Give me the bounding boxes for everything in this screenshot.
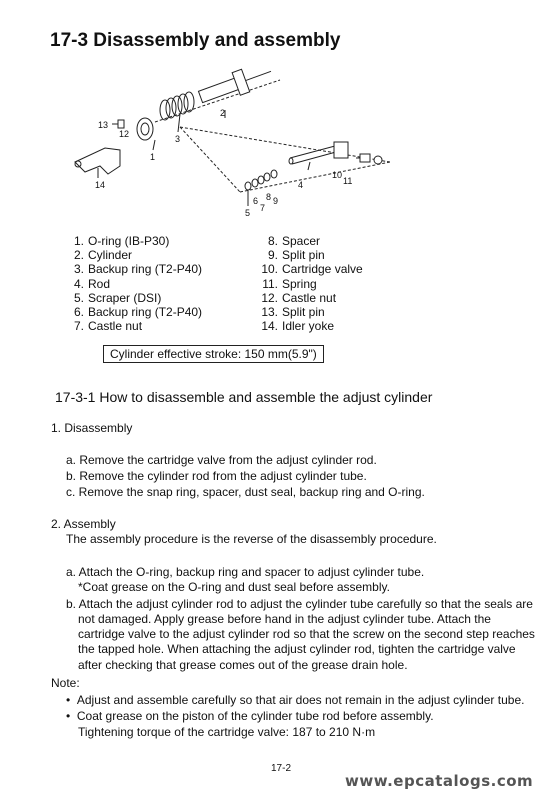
callout-5: 5 [245,208,251,218]
note-bullet-2: • Coat grease on the piston of the cylinder tube rod before assembly. [66,709,434,723]
callout-11: 11 [343,176,353,186]
callout-6: 6 [253,196,259,206]
callout-13: 13 [98,120,109,130]
assembly-intro: The assembly procedure is the reverse of the disassembly procedure. [66,532,437,546]
callout-10: 10 [332,170,343,180]
assembly-step-b-line2: not damaged. Apply grease before hand in the adjust cylinder tube. Attach the [78,612,491,626]
list-item: 4. Rod [73,276,111,291]
list-item: 13. Split pin [261,305,325,320]
assembly-heading: 2. Assembly [51,517,116,531]
callout-7: 7 [260,203,266,213]
list-item: 10. Cartridge valve [261,262,363,277]
bullet-icon: • [66,709,77,723]
list-item: 6. Backup ring (T2-P40) [73,305,203,320]
bullet-icon: • [66,693,77,707]
callout-12: 12 [119,129,130,139]
list-item: 3. Backup ring (T2-P40) [73,262,203,277]
note-bullet-1: • Adjust and assemble carefully so that air does not remain in the adjust cylinder tube. [66,693,525,707]
rod-part [289,142,348,164]
list-item: 7. Castle nut [73,319,143,334]
page-number: 17-2 [271,763,292,774]
assembly-step-b-line3: cartridge valve to the adjust cylinder rod so that the screw on the second step reaches [78,627,535,641]
note-heading: Note: [51,676,80,690]
cylinder-part [196,62,275,108]
list-item: 14. Idler yoke [261,319,335,334]
list-item: 11. Spring [262,276,317,291]
assembly-step-a: a. Attach the O-ring, backup ring and spacer to adjust cylinder tube. [66,565,425,579]
callout-14: 14 [95,180,106,190]
disassembly-step-a: a. Remove the cartridge valve from the adjust cylinder rod. [66,453,377,467]
page-title: 17-3 Disassembly and assembly [50,30,341,51]
assembly-step-b-line5: after checking that grease comes out of the grease drain hole. [78,658,408,672]
stroke-spec-box: Cylinder effective stroke: 150 mm(5.9") [103,345,324,363]
subsection-title: 17-3-1 How to disassemble and assemble the adjust cylinder [55,389,433,405]
ring-stack-part [160,92,194,120]
list-item: 5. Scraper (DSI) [73,290,162,305]
list-item: 2. Cylinder [73,248,133,263]
callout-4: 4 [298,180,304,190]
list-item: 1. O-ring (IB-P30) [73,234,170,248]
assembly-step-a-note: *Coat grease on the O-ring and dust seal before assembly. [78,580,390,594]
list-item: 9. Split pin [267,248,325,263]
disassembly-step-b: b. Remove the cylinder rod from the adjust cylinder tube. [66,469,367,483]
torque-spec: Tightening torque of the cartridge valve: 187 to 210 N·m [78,725,376,739]
list-item: 12. Castle nut [261,290,337,305]
assembly-step-b-line1: b. Attach the adjust cylinder rod to adjust the cylinder tube carefully so that the seals are [66,597,533,611]
adjust-cylinder-exploded-diagram [60,62,390,222]
parts-list-right [260,234,363,333]
disassembly-step-c: c. Remove the snap ring, spacer, dust seal, backup ring and O-ring. [66,485,425,499]
callout-9: 9 [273,196,279,206]
callout-3: 3 [175,134,181,144]
callout-1: 1 [150,152,156,162]
watermark: www.epcatalogs.com [345,772,534,790]
list-item: 8. Spacer [267,234,321,248]
callout-8: 8 [266,192,272,202]
disassembly-heading: 1. Disassembly [51,421,133,435]
assembly-step-b-line4: the tapped hole. When attaching the adjust cylinder rod, tighten the cartridge valve [78,642,516,656]
parts-list-left [66,234,202,333]
callout-2: 2 [220,108,226,118]
